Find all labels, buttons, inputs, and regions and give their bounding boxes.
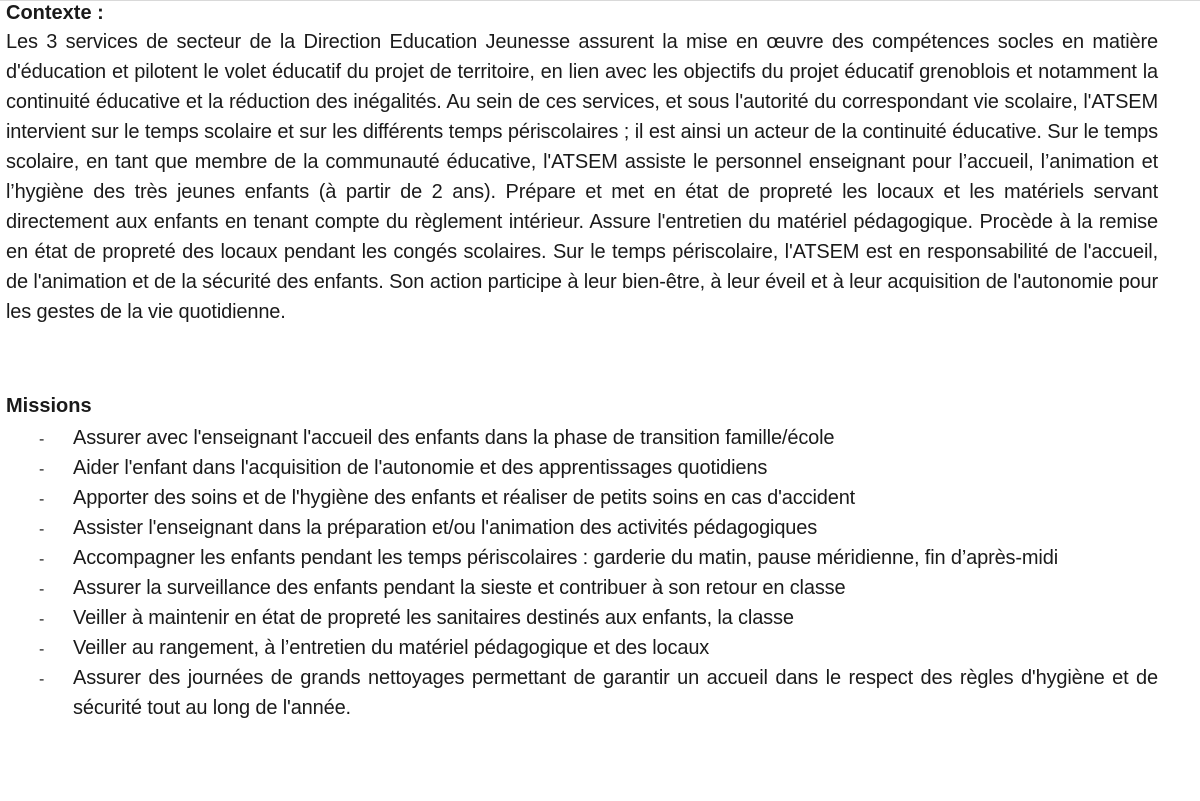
mission-item (6, 633, 1158, 663)
contexte-heading: Contexte : (6, 2, 104, 24)
bullet-dash: - (39, 671, 45, 688)
mission-text: Veiller au rangement, à l’entretien du matériel pédagogique et des locaux (73, 637, 710, 659)
bullet-dash: - (39, 431, 45, 448)
bullet-dash: - (39, 611, 45, 628)
mission-item (6, 543, 1158, 573)
contexte-paragraph: Les 3 services de secteur de la Direction Education Jeunesse assurent la mise en œuvre des compétences socles en matière d'éducation et pilotent le volet éducatif du projet de territoire, en lien avec les objectifs du projet éducatif grenoblois et notamment la continuité éducative et la réduction des inégalités. Au sein de ces services, et sous l'autorité du correspondant vie scolaire, l'ATSEM intervient sur le temps scolaire et sur les différents temps périscolaires ; il est ainsi un acteur de la continuité éducative. Sur le temps scolaire, en tant que membre de la communauté éducative, l'ATSEM assiste le personnel enseignant pour l’accueil, l’animation et l’hygiène des très jeunes enfants (à partir de 2 ans). Prépare et met en état de propreté les locaux et les matériels servant directement aux enfants en tenant compte du règlement intérieur. Assure l'entretien du matériel pédagogique. Procède à la remise en état de propreté des locaux pendant les congés scolaires. Sur le temps périscolaire, l'ATSEM est en responsabilité de l'accueil, de l'animation et de la sécurité des enfants. Son action participe à leur bien-être, à leur éveil et à leur acquisition de l'autonomie pour les gestes de la vie quotidienne. (6, 31, 1158, 323)
bullet-dash: - (39, 641, 45, 658)
bullet-dash: - (39, 551, 45, 568)
mission-text: Apporter des soins et de l'hygiène des enfants et réaliser de petits soins en cas d'accident (73, 487, 856, 509)
mission-item (6, 453, 1158, 483)
mission-item (6, 603, 1158, 633)
mission-text: Aider l'enfant dans l'acquisition de l'autonomie et des apprentissages quotidiens (73, 457, 768, 479)
mission-text: Assurer des journées de grands nettoyages permettant de garantir un accueil dans le respect des règles d'hygiène et de sécurité tout au long de l'année. (73, 667, 1158, 719)
mission-text: Veiller à maintenir en état de propreté les sanitaires destinés aux enfants, la classe (73, 607, 794, 629)
mission-text: Assurer la surveillance des enfants pendant la sieste et contribuer à son retour en classe (73, 577, 846, 599)
bullet-dash: - (39, 521, 45, 538)
mission-item (6, 483, 1158, 513)
mission-item (6, 423, 1158, 453)
missions-list (6, 423, 1158, 723)
mission-text: Accompagner les enfants pendant les temps périscolaires : garderie du matin, pause méridienne, fin d’après-midi (73, 547, 1058, 569)
document-body (6, 0, 1158, 723)
mission-item (6, 573, 1158, 603)
mission-item (6, 663, 1158, 723)
missions-heading: Missions (6, 395, 92, 417)
bullet-dash: - (39, 491, 45, 508)
bullet-dash: - (39, 461, 45, 478)
mission-text: Assurer avec l'enseignant l'accueil des enfants dans la phase de transition famille/école (73, 427, 835, 449)
mission-text: Assister l'enseignant dans la préparation et/ou l'animation des activités pédagogiques (73, 517, 818, 539)
mission-item (6, 513, 1158, 543)
bullet-dash: - (39, 581, 45, 598)
